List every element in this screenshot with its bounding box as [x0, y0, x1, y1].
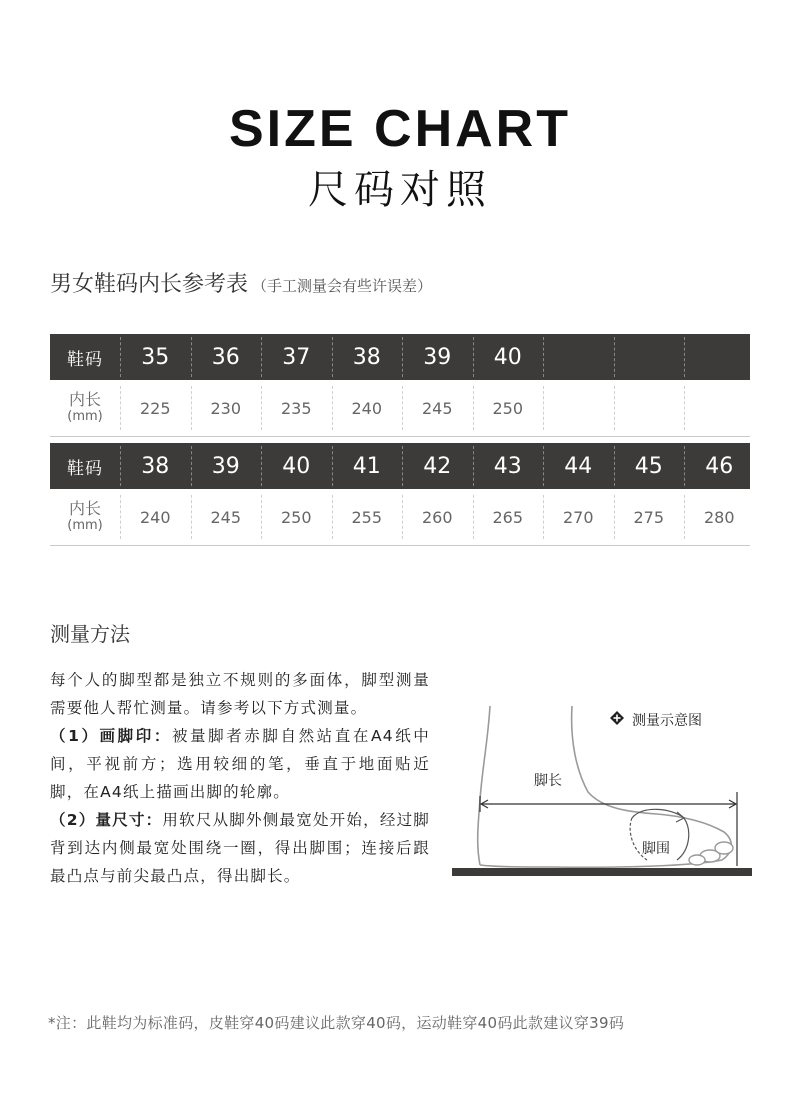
table-title [50, 270, 432, 301]
length-cell: 250 [261, 489, 332, 545]
length-cell: 265 [473, 489, 544, 545]
size-row [50, 334, 750, 380]
size-cell: 39 [191, 443, 262, 489]
length-cell [543, 380, 614, 436]
footnote: *注：此鞋均为标准码，皮鞋穿40码建议此款穿40码，运动鞋穿40码此款建议穿39码 [48, 1014, 625, 1032]
length-unit: (mm) [67, 518, 103, 533]
plus-diamond-icon [610, 711, 624, 729]
step-1-title: （1）画脚印： [50, 727, 172, 745]
size-cell: 40 [473, 334, 544, 380]
measurement-diagram [452, 700, 752, 880]
size-cell: 37 [261, 334, 332, 380]
length-cell: 270 [543, 489, 614, 545]
length-cell: 250 [473, 380, 544, 436]
size-cell: 42 [402, 443, 473, 489]
length-cell: 240 [332, 380, 403, 436]
size-row [50, 443, 750, 489]
method-title: 测量方法 [50, 622, 130, 646]
page-title-en: SIZE CHART [229, 100, 571, 158]
diagram-legend-text: 测量示意图 [632, 713, 702, 729]
size-cell: 41 [332, 443, 403, 489]
size-row-label: 鞋码 [67, 458, 103, 479]
length-label: 内长 [68, 499, 101, 518]
size-cell: 45 [614, 443, 685, 489]
size-cell: 44 [543, 443, 614, 489]
length-unit: (mm) [67, 409, 103, 424]
size-row-label: 鞋码 [67, 349, 103, 370]
size-cell [684, 334, 755, 380]
length-row-label [50, 380, 120, 436]
length-row [50, 380, 750, 437]
method-instructions [50, 666, 430, 890]
length-row-label [50, 489, 120, 545]
length-cell: 280 [684, 489, 755, 545]
length-cell: 235 [261, 380, 332, 436]
length-cell: 240 [120, 489, 191, 545]
step-1-text: 被量脚者赤脚自然站直在A4纸中间，平视前方；选用较细的笔，垂直于地面贴近脚，在A4纸上描画出脚的轮廓。 [50, 727, 431, 801]
length-cell: 255 [332, 489, 403, 545]
page-title-cn: 尺码对照 [308, 167, 492, 213]
table-title-text: 男女鞋码内长参考表 [50, 272, 249, 297]
size-cell: 35 [120, 334, 191, 380]
size-cell: 46 [684, 443, 755, 489]
foot-length-label: 脚长 [534, 773, 562, 789]
length-row [50, 489, 750, 546]
size-cell: 36 [191, 334, 262, 380]
method-step-1 [50, 722, 430, 806]
size-cell [543, 334, 614, 380]
length-cell [614, 380, 685, 436]
size-cell: 40 [261, 443, 332, 489]
length-cell: 245 [191, 489, 262, 545]
size-cell [614, 334, 685, 380]
foot-girth-label: 脚围 [642, 841, 670, 857]
size-cell: 38 [120, 443, 191, 489]
step-2-text: 用软尺从脚外侧最宽处开始，经过脚背到达内侧最宽处围绕一圈，得出脚围；连接后跟最凸点与前尖最凸点，得出脚长。 [50, 811, 431, 885]
length-cell: 245 [402, 380, 473, 436]
length-cell: 225 [120, 380, 191, 436]
length-cell: 230 [191, 380, 262, 436]
table-title-note: （手工测量会有些许误差） [252, 277, 433, 295]
size-cell: 39 [402, 334, 473, 380]
length-label: 内长 [68, 390, 101, 409]
method-step-2 [50, 806, 430, 890]
length-cell [684, 380, 755, 436]
size-cell: 43 [473, 443, 544, 489]
method-intro: 每个人的脚型都是独立不规则的多面体，脚型测量需要他人帮忙测量。请参考以下方式测量。 [50, 671, 430, 717]
length-cell: 275 [614, 489, 685, 545]
step-2-title: （2）量尺寸： [50, 811, 163, 829]
length-cell: 260 [402, 489, 473, 545]
size-table [50, 334, 750, 546]
foot-illustration [452, 700, 752, 880]
diagram-legend [610, 710, 702, 730]
size-cell: 38 [332, 334, 403, 380]
